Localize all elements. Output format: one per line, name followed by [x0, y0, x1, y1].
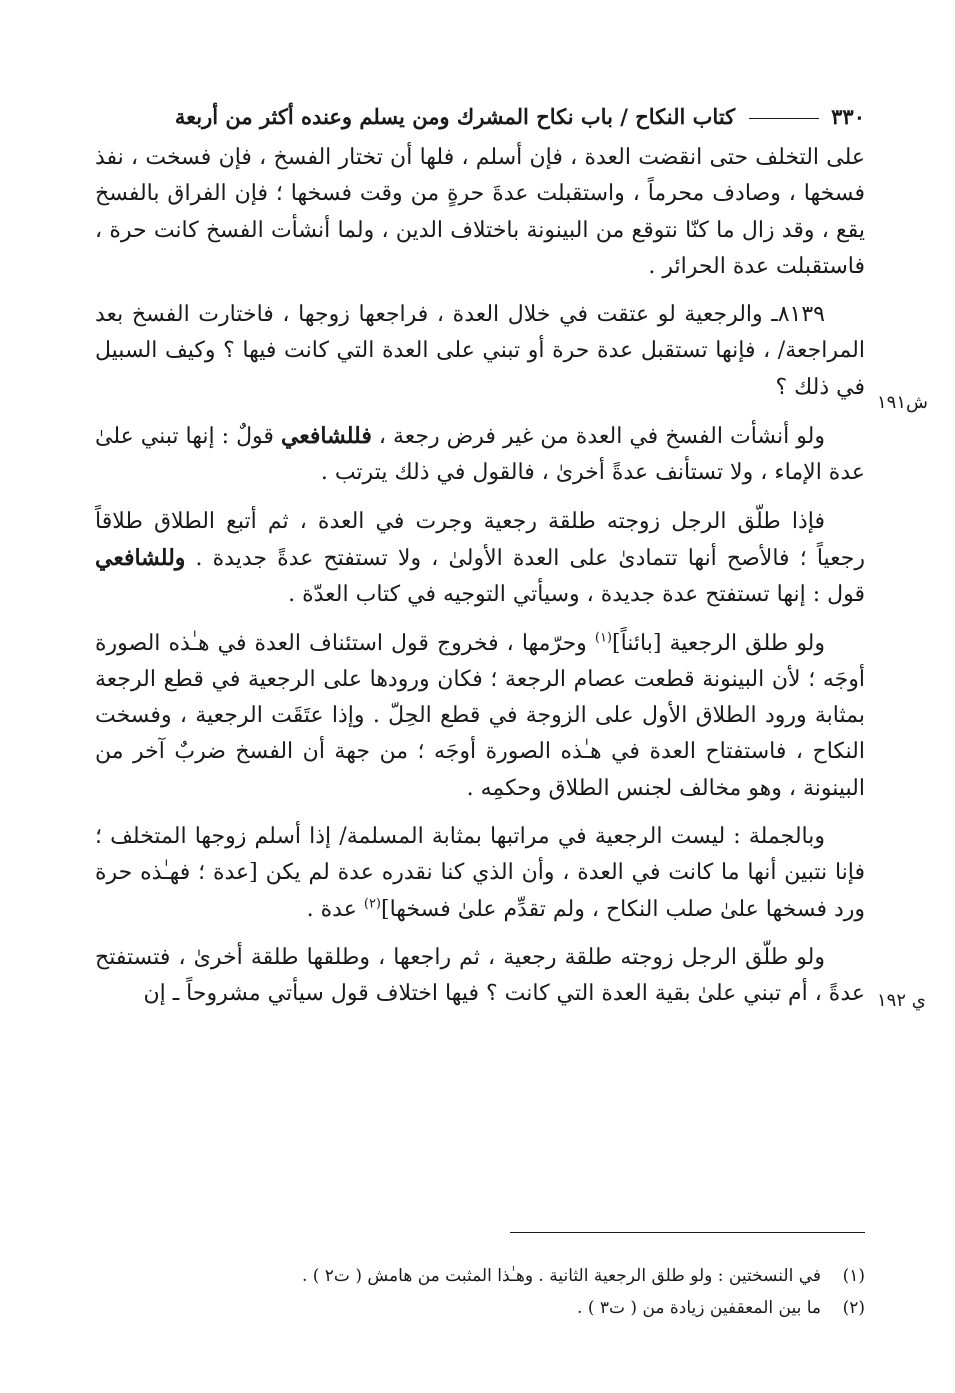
paragraph-3 — [95, 418, 865, 492]
paragraph-6-text-b: عدة . — [306, 896, 364, 922]
footnote-1 — [95, 1260, 865, 1292]
footnote-ref-2: (٢) — [363, 896, 381, 912]
paragraph-6 — [95, 819, 865, 928]
shafii-name-2: وللشافعي — [95, 544, 186, 571]
footnotes — [95, 1260, 865, 1324]
paragraph-5-text-b: وحرّمها ، فخروج قول استئناف العدة في هـٰذه الصورة أوجَه ؛ لأن البينونة قطعت عصام الرجعة ؛ فكان ورودها على الرجعية في قطع الرجعة بمثابة ورود الطلاق الأول على الزوجة في قطع الحِلّ . وإذا عتَقَت الرجعية ، وفسخت النكاح ، فاستفتاح العدة في هـٰذه الصورة أوجَه ؛ من جهة أن الفسخ ضربٌ آخر من البينونة ، وهو مخالف لجنس الطلاق وحكمِه . — [95, 630, 865, 801]
footnote-1-text: في النسختين : ولو طلق الرجعية الثانية . وهـٰذا المثبت من هامش ( ت٢ ) . — [301, 1266, 821, 1286]
paragraph-5-text-a: ولو طلق الرجعية [بائناً] — [612, 630, 826, 656]
running-header — [95, 96, 865, 136]
page-number: ٣٣٠ — [831, 103, 865, 129]
paragraph-7: ولو طلّق الرجل زوجته طلقة رجعية ، ثم راجعها ، وطلقها طلقة أخرىٰ ، فتستفتح عدةً ، أم تبني علىٰ بقية العدة التي كانت ؟ فيها اختلاف قول سيأتي مشروحاً ـ إن — [95, 944, 865, 1007]
paragraph-3-text-a: ولو أنشأت الفسخ في العدة من غير فرض رجعة ، — [371, 424, 825, 450]
paragraph-6-text-a: وبالجملة : ليست الرجعية في مراتبها بمثابة المسلمة/ إذا أسلم زوجها المتخلف ؛ فإنا نتبين أنها ما كانت في العدة ، وأن الذي كنا نقدره عدة لم يكن [عدة ؛ فهـٰذه حرة ورد فسخها علىٰ صلب النكاح ، ولم تقدِّم علىٰ فسخها] — [95, 824, 865, 922]
footnote-2-number: (٢) — [842, 1298, 865, 1318]
paragraph-1: على التخلف حتى انقضت العدة ، فإن أسلم ، فلها أن تختار الفسخ ، فإن فسخت ، نفذ فسخها ، وصادف محرماً ، واستقبلت عدةَ حرةٍ من وقت فسخها ؛ فإن الفراق بالفسخ يقع ، وقد زال ما كنّا نتوقع من البينونة باختلاف الدين ، ولما أنشأت الفسخ كانت حرة ، فاستقبلت عدة الحرائر . — [95, 145, 865, 279]
main-text — [95, 140, 865, 1013]
footnote-1-number: (١) — [842, 1266, 865, 1286]
paragraph-4-text-c: قول : إنها تستفتح عدة جديدة ، وسيأتي التوجيه في كتاب العدّة . — [288, 582, 865, 608]
footnote-2-text: ما بين المعقفين زيادة من ( ت٣ ) . — [577, 1298, 821, 1318]
paragraph-3-text-c: قولٌ : إنها تبني علىٰ عدة الإماء ، ولا تستأنف عدةً أخرىٰ ، فالقول في ذلك يترتب . — [95, 424, 865, 486]
paragraph-2: ٨١٣٩ـ والرجعية لو عتقت في خلال العدة ، فراجعها زوجها ، فاختارت الفسخ بعد المراجعة/ ، فإنها تستقبل عدة حرة أو تبني على العدة التي كانت فيها ؟ وكيف السبيل في ذلك ؟ — [95, 302, 865, 400]
paragraph-4 — [95, 504, 865, 614]
paragraph-4-text-a: فإذا طلّق الرجل زوجته طلقة رجعية وجرت في العدة ، ثم أتبع الطلاق طلاقاً رجعياً ؛ فالأصح أنها تتمادىٰ على العدة الأولىٰ ، ولا تستفتح عدةً جديدة . — [95, 508, 865, 571]
paragraph-5 — [95, 626, 865, 807]
header-title: كتاب النكاح / باب نكاح المشرك ومن يسلم وعنده أكثر من أربعة — [174, 103, 736, 129]
footnote-2 — [95, 1292, 865, 1324]
footnote-separator — [510, 1232, 865, 1233]
margin-note-2: ي ١٩٢ — [877, 990, 926, 1011]
shafii-name: فللشافعي — [280, 423, 372, 450]
footnote-ref-1: (١) — [594, 630, 612, 646]
header-rule — [749, 118, 819, 119]
margin-note-1: ش١٩١ — [877, 392, 928, 413]
